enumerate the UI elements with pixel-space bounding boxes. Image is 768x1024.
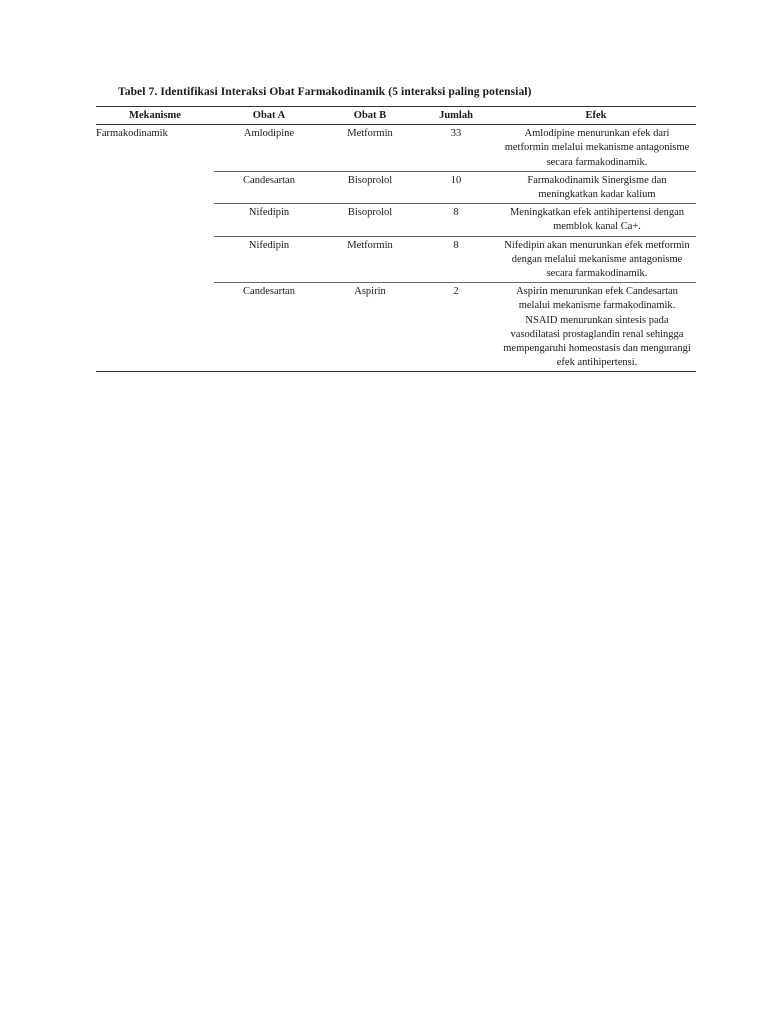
cell-obat-a: Candesartan	[214, 171, 324, 203]
cell-efek: Meningkatkan efek antihipertensi dengan memblok kanal Ca+.	[496, 204, 696, 236]
cell-obat-b: Aspirin	[324, 283, 416, 372]
table-header-row	[96, 107, 696, 125]
cell-obat-a: Candesartan	[214, 283, 324, 372]
cell-jumlah: 8	[416, 236, 496, 283]
cell-jumlah: 33	[416, 125, 496, 172]
table-caption: Tabel 7. Identifikasi Interaksi Obat Farmakodinamik (5 interaksi paling potensial)	[118, 86, 532, 98]
interaction-table	[96, 106, 696, 372]
header-obat-a: Obat A	[214, 107, 324, 125]
cell-efek: Nifedipin akan menurunkan efek metformin dengan melalui mekanisme antagonisme secara farmakodinamik.	[496, 236, 696, 283]
table-row	[96, 171, 696, 203]
cell-jumlah: 8	[416, 204, 496, 236]
cell-mekanisme	[96, 204, 214, 236]
table-row	[96, 204, 696, 236]
cell-obat-a: Nifedipin	[214, 204, 324, 236]
header-mekanisme: Mekanisme	[96, 107, 214, 125]
cell-mekanisme	[96, 171, 214, 203]
header-obat-b: Obat B	[324, 107, 416, 125]
cell-obat-a: Nifedipin	[214, 236, 324, 283]
cell-efek: Amlodipine menurunkan efek dari metformin melalui mekanisme antagonisme secara farmakodinamik.	[496, 125, 696, 172]
cell-mekanisme	[96, 236, 214, 283]
cell-obat-b: Metformin	[324, 125, 416, 172]
cell-obat-b: Metformin	[324, 236, 416, 283]
header-jumlah: Jumlah	[416, 107, 496, 125]
table-row	[96, 236, 696, 283]
table-row	[96, 125, 696, 172]
cell-efek: Aspirin menurunkan efek Candesartan melalui mekanisme farmakodinamik. NSAID menurunkan sintesis pada vasodilatasi prostaglandin renal sehingga mempengaruhi homeostasis dan mengurangi efek antihipertensi.	[496, 283, 696, 372]
cell-obat-a: Amlodipine	[214, 125, 324, 172]
table-row	[96, 283, 696, 372]
cell-mekanisme: Farmakodinamik	[96, 128, 168, 140]
cell-obat-b: Bisoprolol	[324, 204, 416, 236]
cell-efek: Farmakodinamik Sinergisme dan meningkatkan kadar kalium	[496, 171, 696, 203]
cell-obat-b: Bisoprolol	[324, 171, 416, 203]
cell-mekanisme	[96, 283, 214, 372]
cell-jumlah: 10	[416, 171, 496, 203]
cell-jumlah: 2	[416, 283, 496, 372]
header-efek: Efek	[496, 107, 696, 125]
